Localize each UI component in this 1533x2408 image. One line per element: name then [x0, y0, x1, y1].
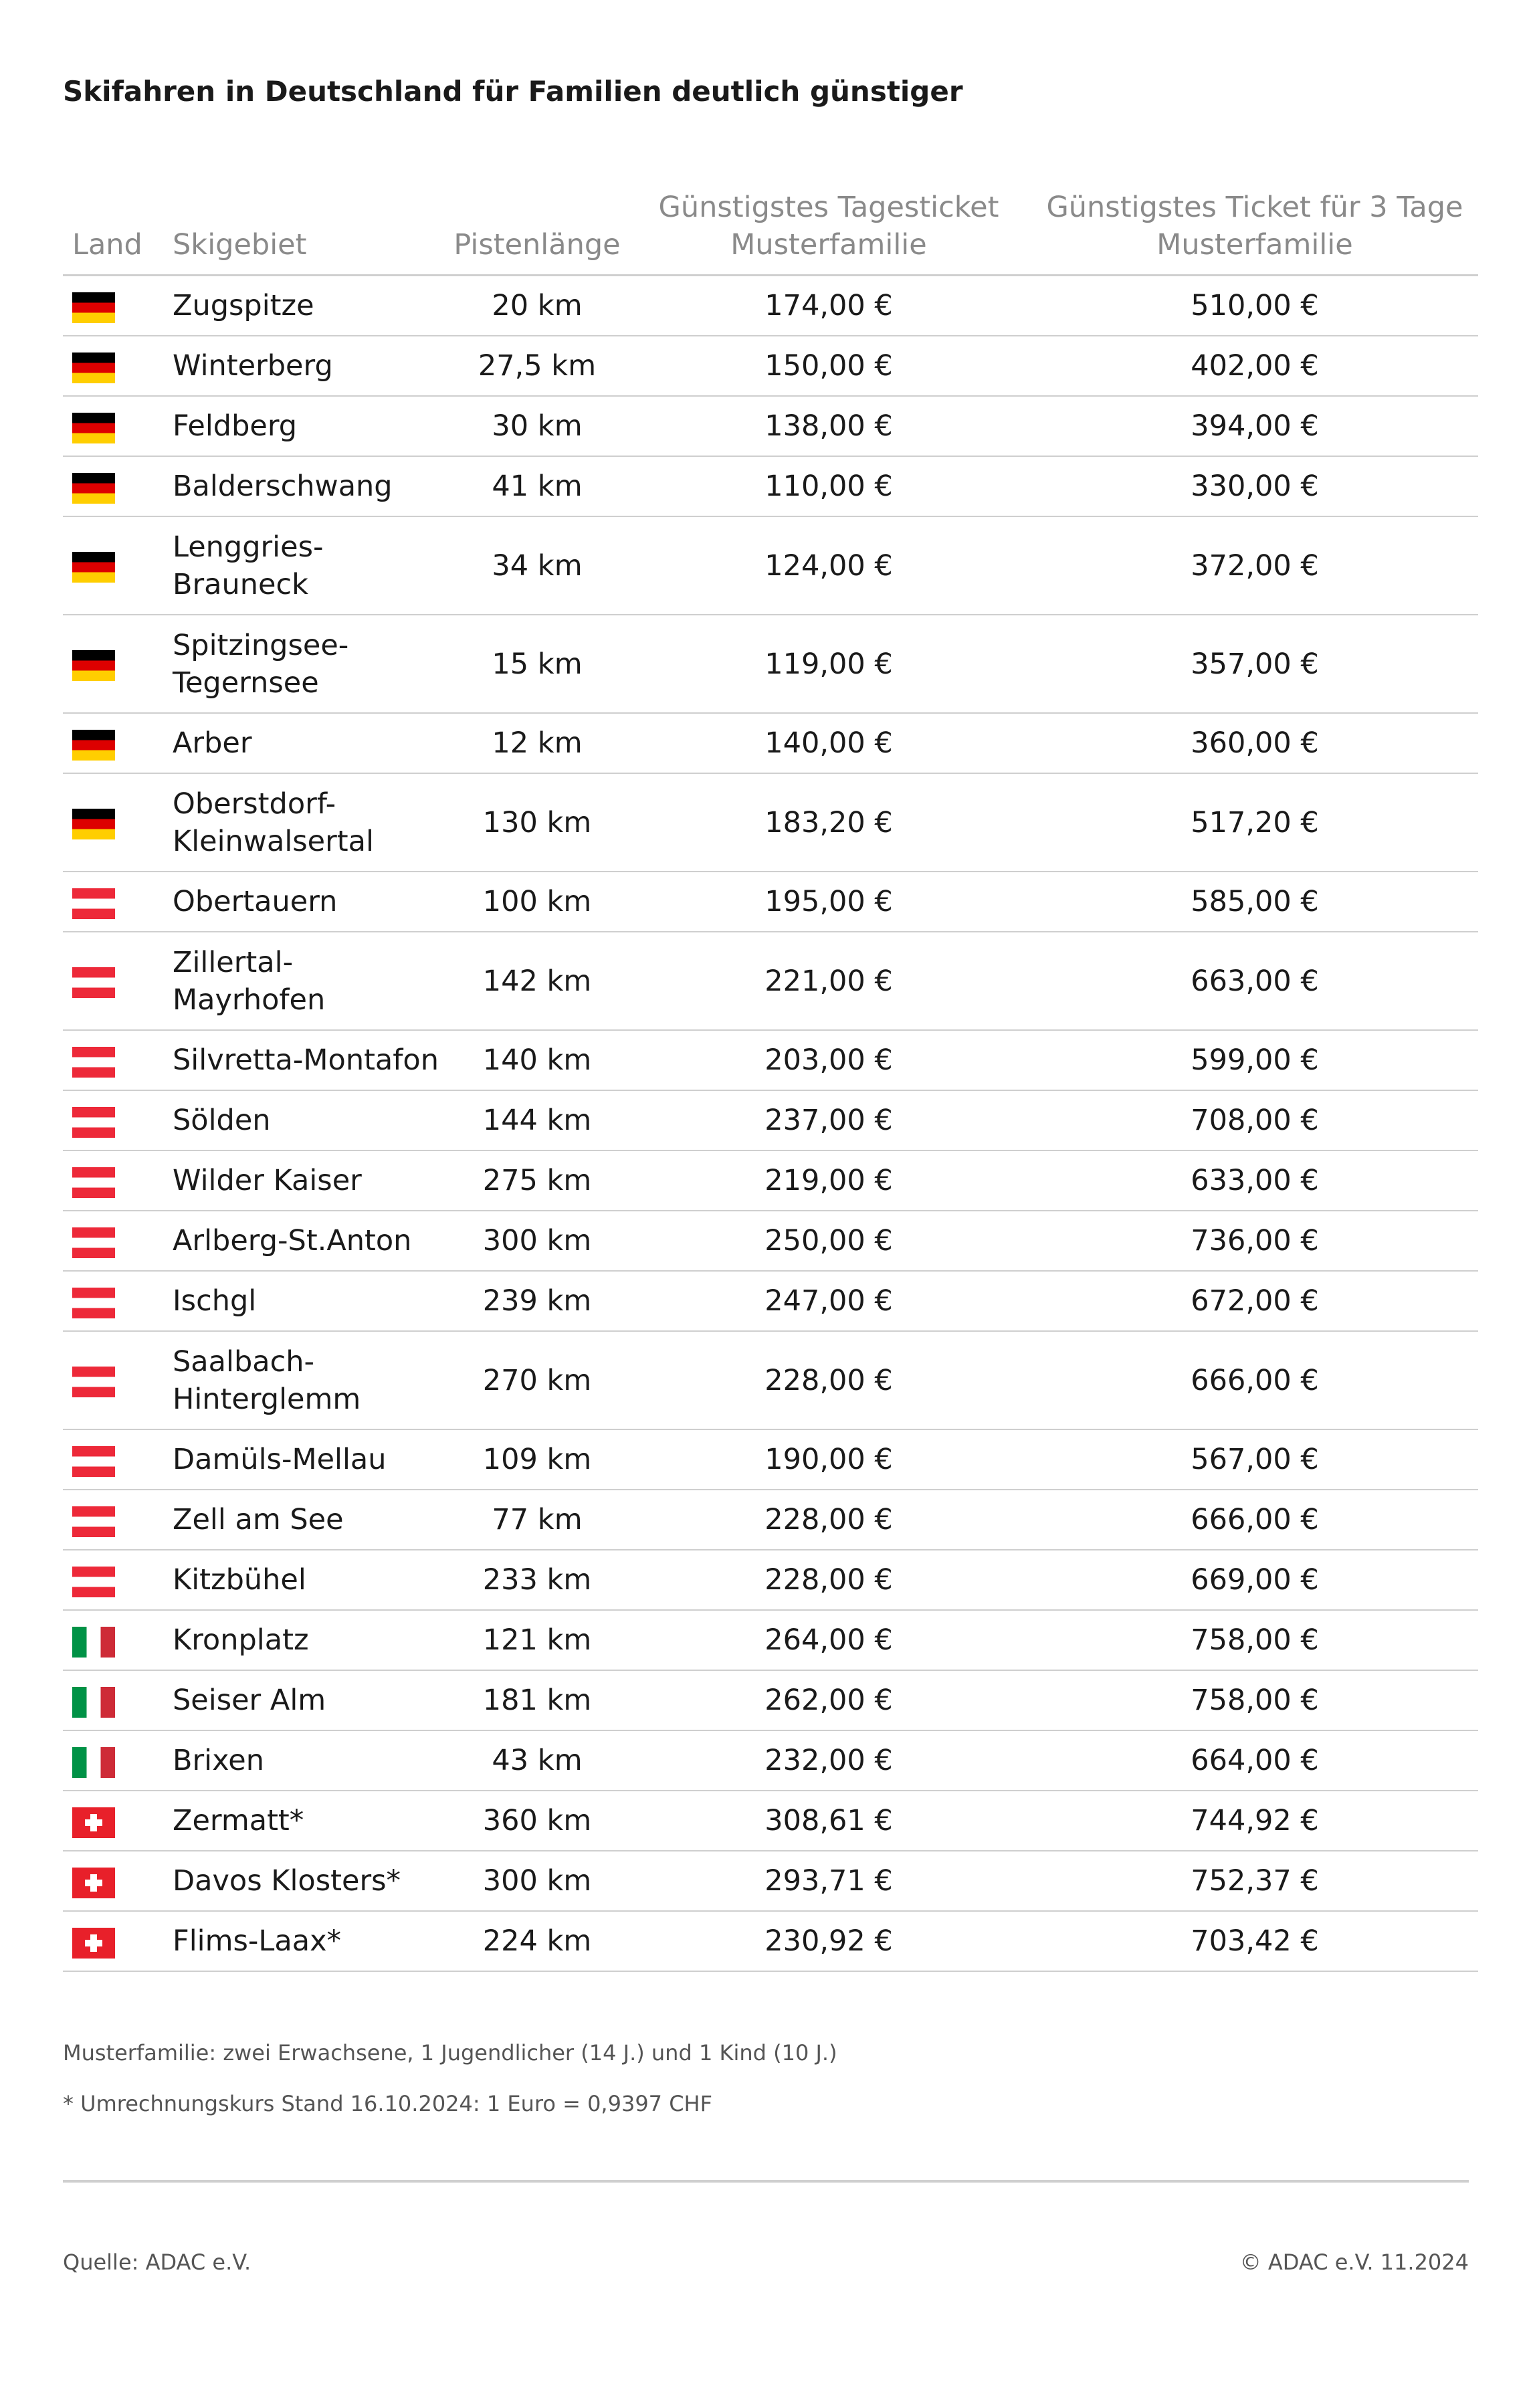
tagesticket-cell: 230,92 €	[626, 1911, 1031, 1971]
germany-flag-icon	[72, 292, 115, 323]
skigebiet-name: Sölden	[173, 1104, 271, 1137]
column-header-tagesticket-line2: Musterfamilie	[730, 228, 927, 262]
land-cell	[63, 1610, 173, 1670]
skigebiet-cell	[173, 1851, 448, 1911]
tagesticket-cell: 124,00 €	[626, 516, 1031, 615]
skigebiet-name: Zell am See	[173, 1503, 344, 1536]
dreitage-ticket-cell: 510,00 €	[1031, 276, 1478, 336]
land-cell	[63, 1670, 173, 1730]
column-header-land: Land	[63, 175, 173, 276]
tagesticket-cell: 232,00 €	[626, 1730, 1031, 1791]
land-cell	[63, 872, 173, 932]
germany-flag-icon	[72, 413, 115, 443]
pistenlaenge-cell: 142 km	[448, 932, 626, 1030]
pistenlaenge-cell: 100 km	[448, 872, 626, 932]
table-row	[63, 396, 1478, 456]
skigebiet-cell	[173, 1550, 448, 1610]
austria-flag-icon	[72, 1567, 115, 1597]
tagesticket-cell: 228,00 €	[626, 1490, 1031, 1550]
land-cell	[63, 1429, 173, 1490]
table-row	[63, 1911, 1478, 1971]
skigebiet-name: Zillertal-	[173, 945, 294, 979]
italy-flag-icon	[72, 1687, 115, 1718]
tagesticket-cell: 183,20 €	[626, 773, 1031, 872]
skigebiet-name-line2: Brauneck	[173, 567, 309, 601]
pistenlaenge-cell: 130 km	[448, 773, 626, 872]
skigebiet-cell	[173, 396, 448, 456]
austria-flag-icon	[72, 1446, 115, 1477]
land-cell	[63, 1851, 173, 1911]
skigebiet-cell	[173, 1490, 448, 1550]
column-header-dreitage-line1: Günstigstes Ticket für 3 Tage	[1046, 191, 1463, 224]
table-body	[63, 276, 1478, 1972]
table-row	[63, 1550, 1478, 1610]
skigebiet-cell	[173, 1429, 448, 1490]
tagesticket-cell: 262,00 €	[626, 1670, 1031, 1730]
table-row	[63, 1670, 1478, 1730]
pistenlaenge-cell: 43 km	[448, 1730, 626, 1791]
skigebiet-name: Kronplatz	[173, 1623, 309, 1657]
table-row	[63, 1490, 1478, 1550]
skigebiet-cell	[173, 1610, 448, 1670]
land-cell	[63, 932, 173, 1030]
tagesticket-cell: 219,00 €	[626, 1150, 1031, 1211]
pistenlaenge-cell: 20 km	[448, 276, 626, 336]
skigebiet-name-line2: Kleinwalsertal	[173, 824, 374, 858]
land-cell	[63, 456, 173, 516]
copyright-label: © ADAC e.V. 11.2024	[1239, 2249, 1469, 2275]
skigebiet-name: Flims-Laax*	[173, 1924, 342, 1958]
land-cell	[63, 1730, 173, 1791]
column-header-pistenlaenge: Pistenlänge	[448, 175, 626, 276]
land-cell	[63, 1911, 173, 1971]
dreitage-ticket-cell: 663,00 €	[1031, 932, 1478, 1030]
table-row	[63, 336, 1478, 396]
skigebiet-cell	[173, 773, 448, 872]
skigebiet-name: Damüls-Mellau	[173, 1443, 387, 1476]
dreitage-ticket-cell: 669,00 €	[1031, 1550, 1478, 1610]
tagesticket-cell: 247,00 €	[626, 1271, 1031, 1331]
dreitage-ticket-cell: 330,00 €	[1031, 456, 1478, 516]
skigebiet-name: Feldberg	[173, 409, 298, 443]
skigebiet-cell	[173, 456, 448, 516]
skigebiet-cell	[173, 1331, 448, 1429]
skigebiet-name: Arlberg-St.Anton	[173, 1224, 412, 1258]
table-row	[63, 1851, 1478, 1911]
skigebiet-name: Wilder Kaiser	[173, 1164, 362, 1197]
land-cell	[63, 1211, 173, 1271]
pistenlaenge-cell: 27,5 km	[448, 336, 626, 396]
austria-flag-icon	[72, 1047, 115, 1078]
tagesticket-cell: 140,00 €	[626, 713, 1031, 773]
table-row	[63, 615, 1478, 713]
table-row	[63, 516, 1478, 615]
table-row	[63, 1090, 1478, 1150]
land-cell	[63, 1490, 173, 1550]
skigebiet-name-line2: Tegernsee	[173, 666, 319, 700]
skigebiet-name: Obertauern	[173, 885, 338, 918]
skigebiet-name: Spitzingsee-	[173, 628, 349, 662]
table-row	[63, 1030, 1478, 1090]
column-header-dreitage	[1031, 175, 1478, 276]
skigebiet-name: Lenggries-	[173, 530, 324, 564]
pistenlaenge-cell: 360 km	[448, 1791, 626, 1851]
dreitage-ticket-cell: 585,00 €	[1031, 872, 1478, 932]
table-row	[63, 1271, 1478, 1331]
switzerland-flag-icon	[72, 1807, 115, 1838]
pistenlaenge-cell: 12 km	[448, 713, 626, 773]
pistenlaenge-cell: 15 km	[448, 615, 626, 713]
germany-flag-icon	[72, 730, 115, 761]
dreitage-ticket-cell: 736,00 €	[1031, 1211, 1478, 1271]
skigebiet-cell	[173, 1911, 448, 1971]
tagesticket-cell: 228,00 €	[626, 1550, 1031, 1610]
land-cell	[63, 336, 173, 396]
austria-flag-icon	[72, 1227, 115, 1258]
tagesticket-cell: 110,00 €	[626, 456, 1031, 516]
germany-flag-icon	[72, 353, 115, 383]
land-cell	[63, 516, 173, 615]
pistenlaenge-cell: 181 km	[448, 1670, 626, 1730]
pistenlaenge-cell: 275 km	[448, 1150, 626, 1211]
skigebiet-cell	[173, 516, 448, 615]
table-header-row	[63, 175, 1478, 276]
land-cell	[63, 1271, 173, 1331]
page-title: Skifahren in Deutschland für Familien deutlich günstiger	[63, 75, 963, 108]
italy-flag-icon	[72, 1627, 115, 1658]
dreitage-ticket-cell: 402,00 €	[1031, 336, 1478, 396]
dreitage-ticket-cell: 517,20 €	[1031, 773, 1478, 872]
skigebiet-name: Arber	[173, 726, 252, 760]
pistenlaenge-cell: 77 km	[448, 1490, 626, 1550]
land-cell	[63, 1030, 173, 1090]
table-row	[63, 1730, 1478, 1791]
dreitage-ticket-cell: 744,92 €	[1031, 1791, 1478, 1851]
skigebiet-name: Davos Klosters*	[173, 1864, 401, 1898]
austria-flag-icon	[72, 1367, 115, 1397]
table-row	[63, 713, 1478, 773]
dreitage-ticket-cell: 666,00 €	[1031, 1331, 1478, 1429]
land-cell	[63, 1550, 173, 1610]
tagesticket-cell: 119,00 €	[626, 615, 1031, 713]
pistenlaenge-cell: 34 km	[448, 516, 626, 615]
switzerland-flag-icon	[72, 1928, 115, 1959]
skigebiet-cell	[173, 1211, 448, 1271]
tagesticket-cell: 264,00 €	[626, 1610, 1031, 1670]
dreitage-ticket-cell: 708,00 €	[1031, 1090, 1478, 1150]
skigebiet-cell	[173, 713, 448, 773]
dreitage-ticket-cell: 567,00 €	[1031, 1429, 1478, 1490]
column-header-dreitage-line2: Musterfamilie	[1156, 228, 1353, 262]
skigebiet-cell	[173, 1150, 448, 1211]
pistenlaenge-cell: 224 km	[448, 1911, 626, 1971]
germany-flag-icon	[72, 650, 115, 681]
dreitage-ticket-cell: 666,00 €	[1031, 1490, 1478, 1550]
skigebiet-name-line2: Hinterglemm	[173, 1382, 361, 1416]
pistenlaenge-cell: 30 km	[448, 396, 626, 456]
skigebiet-cell	[173, 276, 448, 336]
dreitage-ticket-cell: 664,00 €	[1031, 1730, 1478, 1791]
column-header-tagesticket-line1: Günstigstes Tagesticket	[658, 191, 999, 224]
skigebiet-cell	[173, 1670, 448, 1730]
footer-divider	[63, 2180, 1469, 2183]
tagesticket-cell: 221,00 €	[626, 932, 1031, 1030]
column-header-tagesticket	[626, 175, 1031, 276]
pistenlaenge-cell: 239 km	[448, 1271, 626, 1331]
land-cell	[63, 1090, 173, 1150]
pistenlaenge-cell: 109 km	[448, 1429, 626, 1490]
skigebiet-cell	[173, 1030, 448, 1090]
ski-price-table	[63, 175, 1478, 1972]
skigebiet-cell	[173, 932, 448, 1030]
pistenlaenge-cell: 233 km	[448, 1550, 626, 1610]
skigebiet-name: Seiser Alm	[173, 1684, 326, 1717]
note-umrechnungskurs: * Umrechnungskurs Stand 16.10.2024: 1 Euro = 0,9397 CHF	[63, 2091, 713, 2116]
tagesticket-cell: 237,00 €	[626, 1090, 1031, 1150]
skigebiet-cell	[173, 1730, 448, 1791]
skigebiet-name: Ischgl	[173, 1284, 257, 1318]
table-row	[63, 932, 1478, 1030]
table-row	[63, 1331, 1478, 1429]
pistenlaenge-cell: 300 km	[448, 1851, 626, 1911]
tagesticket-cell: 250,00 €	[626, 1211, 1031, 1271]
austria-flag-icon	[72, 888, 115, 919]
dreitage-ticket-cell: 633,00 €	[1031, 1150, 1478, 1211]
tagesticket-cell: 293,71 €	[626, 1851, 1031, 1911]
land-cell	[63, 615, 173, 713]
table-row	[63, 456, 1478, 516]
land-cell	[63, 773, 173, 872]
pistenlaenge-cell: 121 km	[448, 1610, 626, 1670]
austria-flag-icon	[72, 1506, 115, 1537]
switzerland-flag-icon	[72, 1868, 115, 1898]
tagesticket-cell: 308,61 €	[626, 1791, 1031, 1851]
skigebiet-cell	[173, 1271, 448, 1331]
land-cell	[63, 1331, 173, 1429]
tagesticket-cell: 174,00 €	[626, 276, 1031, 336]
pistenlaenge-cell: 140 km	[448, 1030, 626, 1090]
pistenlaenge-cell: 300 km	[448, 1211, 626, 1271]
tagesticket-cell: 203,00 €	[626, 1030, 1031, 1090]
table-row	[63, 1211, 1478, 1271]
land-cell	[63, 396, 173, 456]
germany-flag-icon	[72, 809, 115, 839]
skigebiet-name: Kitzbühel	[173, 1563, 306, 1597]
dreitage-ticket-cell: 758,00 €	[1031, 1610, 1478, 1670]
table-row	[63, 872, 1478, 932]
skigebiet-name: Brixen	[173, 1744, 264, 1777]
dreitage-ticket-cell: 394,00 €	[1031, 396, 1478, 456]
pistenlaenge-cell: 144 km	[448, 1090, 626, 1150]
skigebiet-name: Saalbach-	[173, 1344, 314, 1379]
skigebiet-name: Zermatt*	[173, 1804, 304, 1837]
dreitage-ticket-cell: 599,00 €	[1031, 1030, 1478, 1090]
pistenlaenge-cell: 270 km	[448, 1331, 626, 1429]
tagesticket-cell: 150,00 €	[626, 336, 1031, 396]
skigebiet-cell	[173, 872, 448, 932]
skigebiet-name: Balderschwang	[173, 470, 393, 503]
dreitage-ticket-cell: 703,42 €	[1031, 1911, 1478, 1971]
dreitage-ticket-cell: 672,00 €	[1031, 1271, 1478, 1331]
tagesticket-cell: 228,00 €	[626, 1331, 1031, 1429]
table-row	[63, 1150, 1478, 1211]
tagesticket-cell: 138,00 €	[626, 396, 1031, 456]
skigebiet-cell	[173, 336, 448, 396]
skigebiet-name: Oberstdorf-	[173, 787, 336, 821]
skigebiet-cell	[173, 1090, 448, 1150]
germany-flag-icon	[72, 473, 115, 504]
skigebiet-name: Winterberg	[173, 349, 333, 383]
land-cell	[63, 276, 173, 336]
skigebiet-cell	[173, 615, 448, 713]
land-cell	[63, 713, 173, 773]
pistenlaenge-cell: 41 km	[448, 456, 626, 516]
table-row	[63, 1429, 1478, 1490]
austria-flag-icon	[72, 1107, 115, 1138]
austria-flag-icon	[72, 1288, 115, 1318]
table-row	[63, 276, 1478, 336]
land-cell	[63, 1791, 173, 1851]
dreitage-ticket-cell: 372,00 €	[1031, 516, 1478, 615]
source-label: Quelle: ADAC e.V.	[63, 2249, 251, 2275]
table-row	[63, 1610, 1478, 1670]
note-musterfamilie: Musterfamilie: zwei Erwachsene, 1 Jugendlicher (14 J.) und 1 Kind (10 J.)	[63, 2040, 837, 2066]
italy-flag-icon	[72, 1747, 115, 1778]
skigebiet-name-line2: Mayrhofen	[173, 983, 326, 1017]
tagesticket-cell: 190,00 €	[626, 1429, 1031, 1490]
table-row	[63, 773, 1478, 872]
austria-flag-icon	[72, 967, 115, 998]
dreitage-ticket-cell: 360,00 €	[1031, 713, 1478, 773]
dreitage-ticket-cell: 752,37 €	[1031, 1851, 1478, 1911]
column-header-skigebiet: Skigebiet	[173, 175, 448, 276]
skigebiet-name: Silvretta-Montafon	[173, 1043, 439, 1077]
austria-flag-icon	[72, 1167, 115, 1198]
table-row	[63, 1791, 1478, 1851]
dreitage-ticket-cell: 357,00 €	[1031, 615, 1478, 713]
land-cell	[63, 1150, 173, 1211]
dreitage-ticket-cell: 758,00 €	[1031, 1670, 1478, 1730]
skigebiet-cell	[173, 1791, 448, 1851]
skigebiet-name: Zugspitze	[173, 289, 314, 322]
germany-flag-icon	[72, 552, 115, 583]
tagesticket-cell: 195,00 €	[626, 872, 1031, 932]
